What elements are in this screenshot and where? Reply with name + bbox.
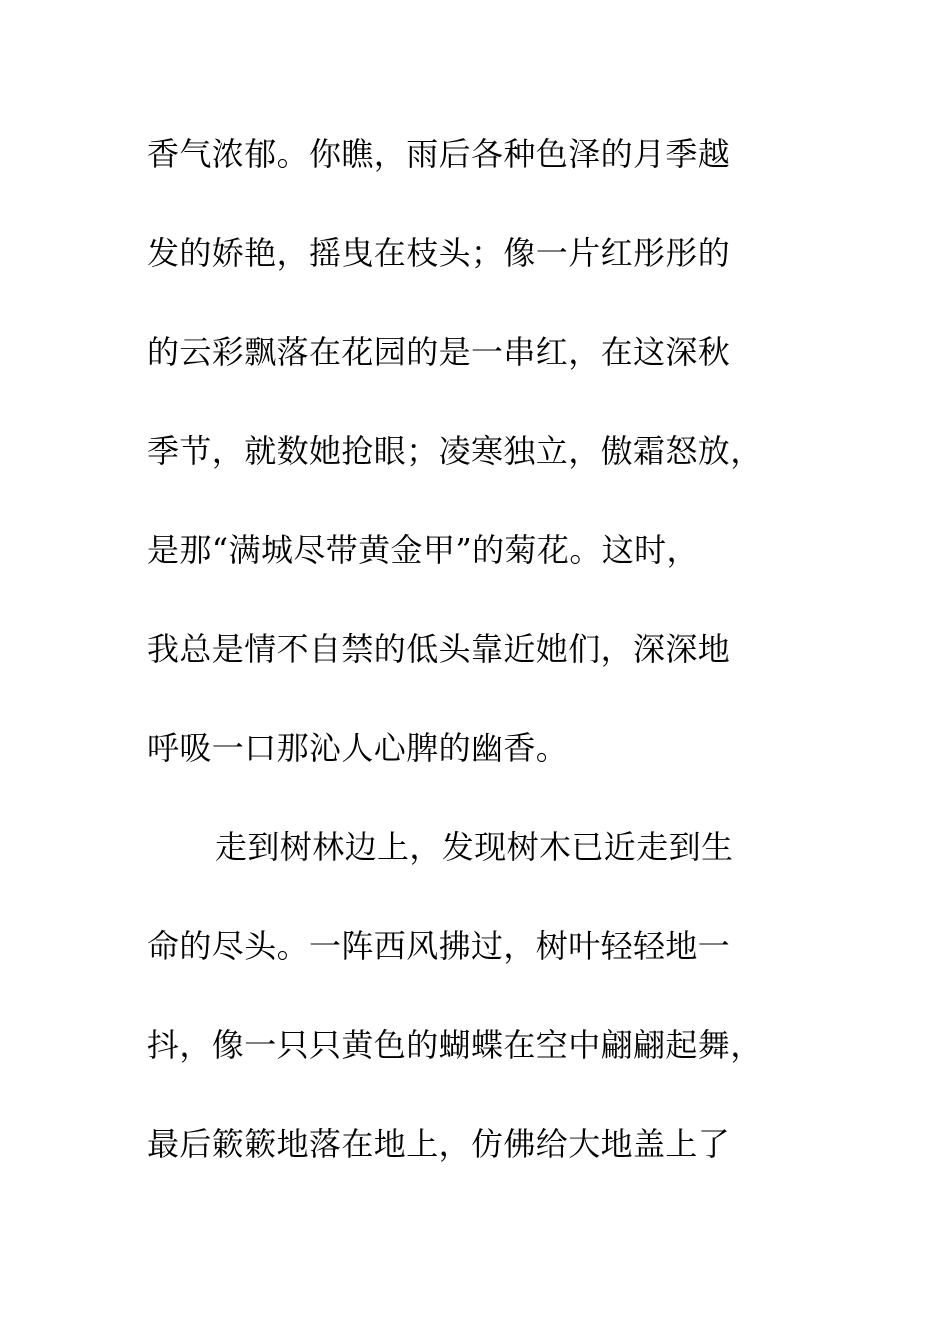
text-line: 发的娇艳，摇曳在枝头；像一片红彤彤的 <box>147 234 731 272</box>
paragraph-start-line: 走到树林边上，发现树木已近走到生 <box>215 828 734 866</box>
body-text <box>147 126 827 1215</box>
text-line: 呼吸一口那沁人心脾的幽香。 <box>147 729 569 767</box>
text-line: 的云彩飘落在花园的是一串红，在这深秋 <box>147 333 731 371</box>
text-line: 抖，像一只只黄色的蝴蝶在空中翩翩起舞， <box>147 1026 763 1064</box>
text-line: 命的尽头。一阵西风拂过，树叶轻轻地一 <box>147 927 731 965</box>
text-line: 是那“满城尽带黄金甲”的菊花。这时， <box>147 531 699 569</box>
text-line: 我总是情不自禁的低头靠近她们，深深地 <box>147 630 731 668</box>
text-line: 季节，就数她抢眼；凌寒独立，傲霜怒放， <box>147 432 763 470</box>
text-line: 最后簌簌地落在地上，仿佛给大地盖上了 <box>147 1125 731 1163</box>
text-line: 香气浓郁。你瞧，雨后各种色泽的月季越 <box>147 135 731 173</box>
